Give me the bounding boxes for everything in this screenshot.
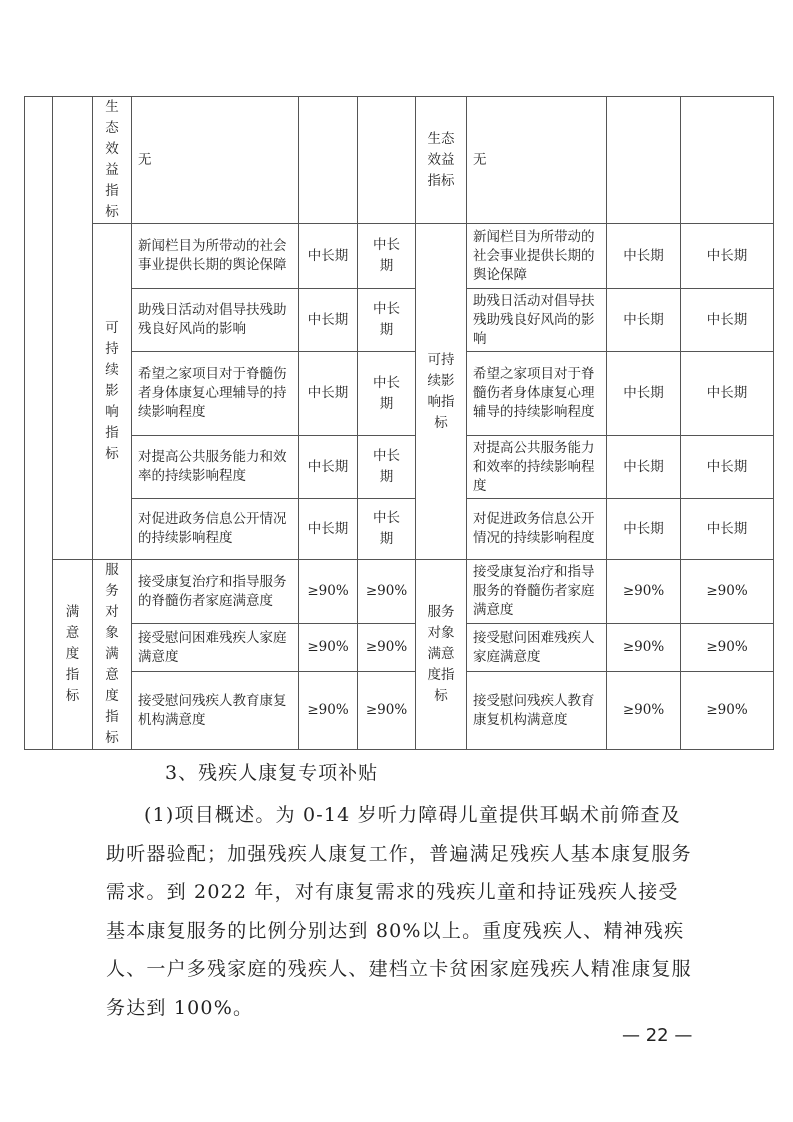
satisfaction-label-right: 服务对象满意度指标 bbox=[416, 560, 467, 750]
value-right-1: 中长期 bbox=[607, 224, 681, 289]
section-heading: 3、残疾人康复专项补贴 bbox=[165, 762, 379, 784]
value-right-1: ≥90% bbox=[607, 672, 681, 750]
item-right: 接受慰问残疾人教育康复机构满意度 bbox=[467, 672, 607, 750]
value-left-1: 中长期 bbox=[299, 352, 358, 436]
value-right-2: 中长期 bbox=[681, 224, 774, 289]
empty-cell bbox=[299, 97, 358, 224]
empty-cell bbox=[607, 97, 681, 224]
ecology-value-left: 无 bbox=[132, 97, 299, 224]
table-row bbox=[25, 289, 774, 352]
table-row bbox=[25, 224, 774, 289]
performance-indicator-table bbox=[24, 96, 774, 750]
value-right-2: 中长期 bbox=[681, 352, 774, 436]
value-right-2: 中长期 bbox=[681, 436, 774, 499]
item-left: 接受慰问困难残疾人家庭满意度 bbox=[132, 624, 299, 672]
item-left: 助残日活动对倡导扶残助残良好风尚的影响 bbox=[132, 289, 299, 352]
empty-cell bbox=[358, 97, 416, 224]
value-left-2: ≥90% bbox=[358, 624, 416, 672]
value-right-2: ≥90% bbox=[681, 624, 774, 672]
satisfaction-level1-label: 满意度指标 bbox=[53, 560, 93, 750]
item-right: 助残日活动对倡导扶残助残良好风尚的影响 bbox=[467, 289, 607, 352]
item-left: 希望之家项目对于脊髓伤者身体康复心理辅导的持续影响程度 bbox=[132, 352, 299, 436]
value-right-1: ≥90% bbox=[607, 560, 681, 624]
item-right: 接受慰问困难残疾人家庭满意度 bbox=[467, 624, 607, 672]
value-left-2: ≥90% bbox=[358, 560, 416, 624]
value-right-1: ≥90% bbox=[607, 624, 681, 672]
value-right-1: 中长期 bbox=[607, 352, 681, 436]
item-left: 接受康复治疗和指导服务的脊髓伤者家庭满意度 bbox=[132, 560, 299, 624]
value-left-1: 中长期 bbox=[299, 499, 358, 560]
level0-cell bbox=[25, 97, 53, 750]
empty-cell bbox=[681, 97, 774, 224]
page-number: — 22 — bbox=[622, 1025, 693, 1046]
satisfaction-label-left: 服务对象满意度指标 bbox=[93, 560, 132, 750]
item-left: 接受慰问残疾人教育康复机构满意度 bbox=[132, 672, 299, 750]
value-left-2: 中长期 bbox=[358, 499, 416, 560]
item-left: 新闻栏目为所带动的社会事业提供长期的舆论保障 bbox=[132, 224, 299, 289]
value-left-1: ≥90% bbox=[299, 672, 358, 750]
item-right: 希望之家项目对于脊髓伤者身体康复心理辅导的持续影响程度 bbox=[467, 352, 607, 436]
value-right-2: ≥90% bbox=[681, 672, 774, 750]
value-right-1: 中长期 bbox=[607, 499, 681, 560]
level1-cell-blank bbox=[53, 97, 93, 560]
value-right-2: 中长期 bbox=[681, 499, 774, 560]
item-right: 对提高公共服务能力和效率的持续影响程度 bbox=[467, 436, 607, 499]
item-right: 接受康复治疗和指导服务的脊髓伤者家庭满意度 bbox=[467, 560, 607, 624]
ecology-value-right: 无 bbox=[467, 97, 607, 224]
value-right-2: ≥90% bbox=[681, 560, 774, 624]
table-row bbox=[25, 436, 774, 499]
value-left-1: 中长期 bbox=[299, 224, 358, 289]
value-left-2: ≥90% bbox=[358, 672, 416, 750]
value-right-1: 中长期 bbox=[607, 436, 681, 499]
ecology-label-left: 生态效益指标 bbox=[93, 97, 132, 224]
item-left: 对促进政务信息公开情况的持续影响程度 bbox=[132, 499, 299, 560]
table-row bbox=[25, 624, 774, 672]
value-left-2: 中长期 bbox=[358, 289, 416, 352]
project-overview-paragraph: (1)项目概述。为 0-14 岁听力障碍儿童提供耳蜗术前筛查及助听器验配；加强残疾人康复工作，普遍满足残疾人基本康复服务需求。到 2022 年，对有康复需求的残疾儿童和持证残疾人接受基本康复服务的比例分别达到 80%以上。重度残疾人、精神残疾人、一户多残家庭的残疾人、建档立卡贫困家庭残疾人精准康复服务达到 100%。 bbox=[106, 804, 692, 1019]
table-row bbox=[25, 352, 774, 436]
table-row bbox=[25, 560, 774, 624]
ecology-label-right: 生态效益指标 bbox=[416, 97, 467, 224]
value-left-1: ≥90% bbox=[299, 560, 358, 624]
table-row bbox=[25, 672, 774, 750]
sustainable-label-left: 可持续影响指标 bbox=[93, 224, 132, 560]
value-left-2: 中长期 bbox=[358, 352, 416, 436]
value-right-2: 中长期 bbox=[681, 289, 774, 352]
table-row bbox=[25, 499, 774, 560]
value-left-2: 中长期 bbox=[358, 436, 416, 499]
item-right: 对促进政务信息公开情况的持续影响程度 bbox=[467, 499, 607, 560]
sustainable-label-right: 可持续影响指标 bbox=[416, 224, 467, 560]
value-left-1: 中长期 bbox=[299, 289, 358, 352]
table-row-ecology bbox=[25, 97, 774, 224]
item-right: 新闻栏目为所带动的社会事业提供长期的舆论保障 bbox=[467, 224, 607, 289]
item-left: 对提高公共服务能力和效率的持续影响程度 bbox=[132, 436, 299, 499]
value-right-1: 中长期 bbox=[607, 289, 681, 352]
value-left-2: 中长期 bbox=[358, 224, 416, 289]
value-left-1: ≥90% bbox=[299, 624, 358, 672]
value-left-1: 中长期 bbox=[299, 436, 358, 499]
